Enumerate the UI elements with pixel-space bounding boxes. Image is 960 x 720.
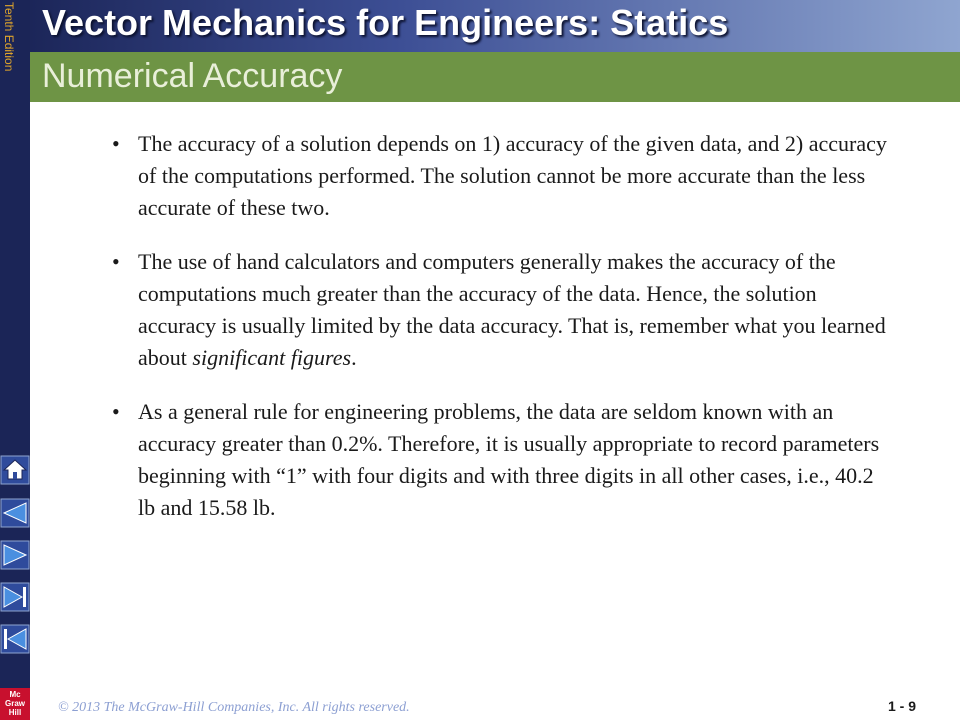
bullet-text: As a general rule for engineering problems, the data are seldom known with an accuracy greater than 0.2%. Therefore, it is usually appropriate to record parameters beginning with “1” with four digits and with three digits in all other cases, i.e., 40.2 lb and 15.58 lb. — [138, 399, 880, 520]
first-slide-button[interactable] — [0, 624, 30, 654]
logo-line: Mc — [9, 690, 21, 699]
bullet-item — [112, 128, 892, 224]
section-title: Numerical Accuracy — [42, 57, 343, 95]
first-icon — [0, 624, 30, 654]
section-bar — [30, 52, 960, 102]
book-title: Vector Mechanics for Engineers: Statics — [42, 2, 729, 43]
bullet-dot: • — [112, 249, 120, 274]
bullet-item — [112, 246, 892, 374]
edition-label — [0, 0, 30, 72]
page-number: 1 - 9 — [888, 698, 917, 714]
next-icon — [0, 540, 30, 570]
slide-content — [112, 128, 892, 546]
bullet-text: The use of hand calculators and computers generally makes the accuracy of the computations much greater than the accuracy of the data. Hence, the solution accuracy is usually limited by the data accuracy. That is, remember what you learned about — [138, 249, 886, 370]
previous-slide-button[interactable] — [0, 498, 30, 528]
home-button[interactable] — [0, 455, 30, 485]
bullet-tail: . — [351, 345, 357, 370]
last-icon — [0, 582, 30, 612]
last-slide-button[interactable] — [0, 582, 30, 612]
header-bar — [30, 0, 960, 52]
bullet-dot: • — [112, 131, 120, 156]
bullet-item — [112, 396, 892, 524]
copyright-notice: © 2013 The McGraw-Hill Companies, Inc. All rights reserved. — [58, 700, 410, 715]
left-sidebar — [0, 0, 30, 720]
bullet-text: The accuracy of a solution depends on 1) accuracy of the given data, and 2) accuracy of the computations performed. The solution cannot be more accurate than the less accurate of these two. — [138, 131, 887, 220]
logo-line: Hill — [8, 708, 22, 717]
mcgraw-hill-logo — [0, 688, 30, 720]
home-icon — [0, 455, 30, 485]
previous-icon — [0, 498, 30, 528]
bullet-dot: • — [112, 399, 120, 424]
logo-line: Graw — [4, 699, 25, 708]
edition-text: Tenth Edition — [2, 2, 16, 72]
next-slide-button[interactable] — [0, 540, 30, 570]
bullet-emphasis: significant figures — [192, 345, 352, 370]
